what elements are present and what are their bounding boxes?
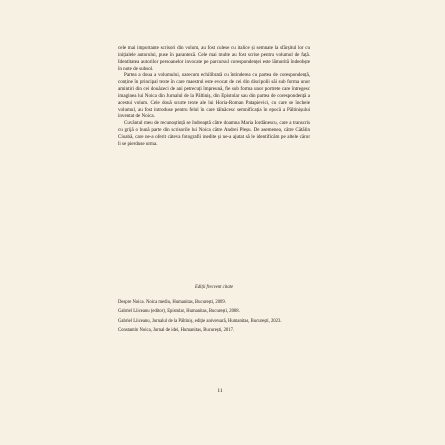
reference-item: Gabriel Liiceanu, Jurnalul de la Păltiniș, ediție aniversară, Humanitas, București, 2023. (118, 318, 282, 324)
paragraph-part-two: Partea a doua a volumului, oarecum echilibrată cu întinderea cu partea de corespondență, conține în principal texte în care maestrul este evocat de cei din discipolii săi sub forma unor amintiri din cei douăzeci de ani petrecuți împreună, fie sub forma unor portrete care întregesc imaginea lui Noica din Jurnalul de la Păltiniș, din Epistolar sau din partea de corespondență a acestui volum. Cele două scurte texte ale lui Horia-Roman Patapievici, cu care se încheie volumul, au fost introduse pentru felul în care tâlnăcesc semnificația în epocă a Păltinișului inventat de Noica. (118, 72, 310, 120)
editions-section (118, 285, 310, 337)
page-number: 11 (217, 388, 223, 394)
reference-item: Despre Noica. Noica mediu, Humanitas, București, 2009. (118, 300, 226, 306)
reference-item: Gabriel Liiceanu (editor), Epistolar, Humanitas, București, 2008. (118, 309, 240, 315)
paragraph-intro-end: cele mai importante scrisori din volum, au fost culese cu italice și semnate la sfârșitul lor cu inițialele autorului, puse în paranteză. Cele mai multe au fost scrise pentru volumul de față. Identitatea autorilor persoanelor invocate pe parcursul corespondenței este lămurită îndeobște în note de subsol. (118, 45, 310, 72)
reference-item: Constantin Noica, Jurnal de idei, Humanitas, București, 2017. (118, 327, 235, 333)
editions-heading: Ediții frecvent citate (194, 285, 234, 290)
paragraph-acknowledgements: Cuvântul meu de recunoștință se îndreaptă către doamna Maria Iordănescu, care a transcris cu grijă o bună parte din scrisorile lui Noica către Andrei Pleșu. De asemenea, către Cătălin Cioabă, care ne-a oferit câteva fotografii inedite și ne-a ajutat să le identificăm pe altele căror li se pierduse urma. (118, 120, 310, 147)
body-text (118, 45, 310, 148)
